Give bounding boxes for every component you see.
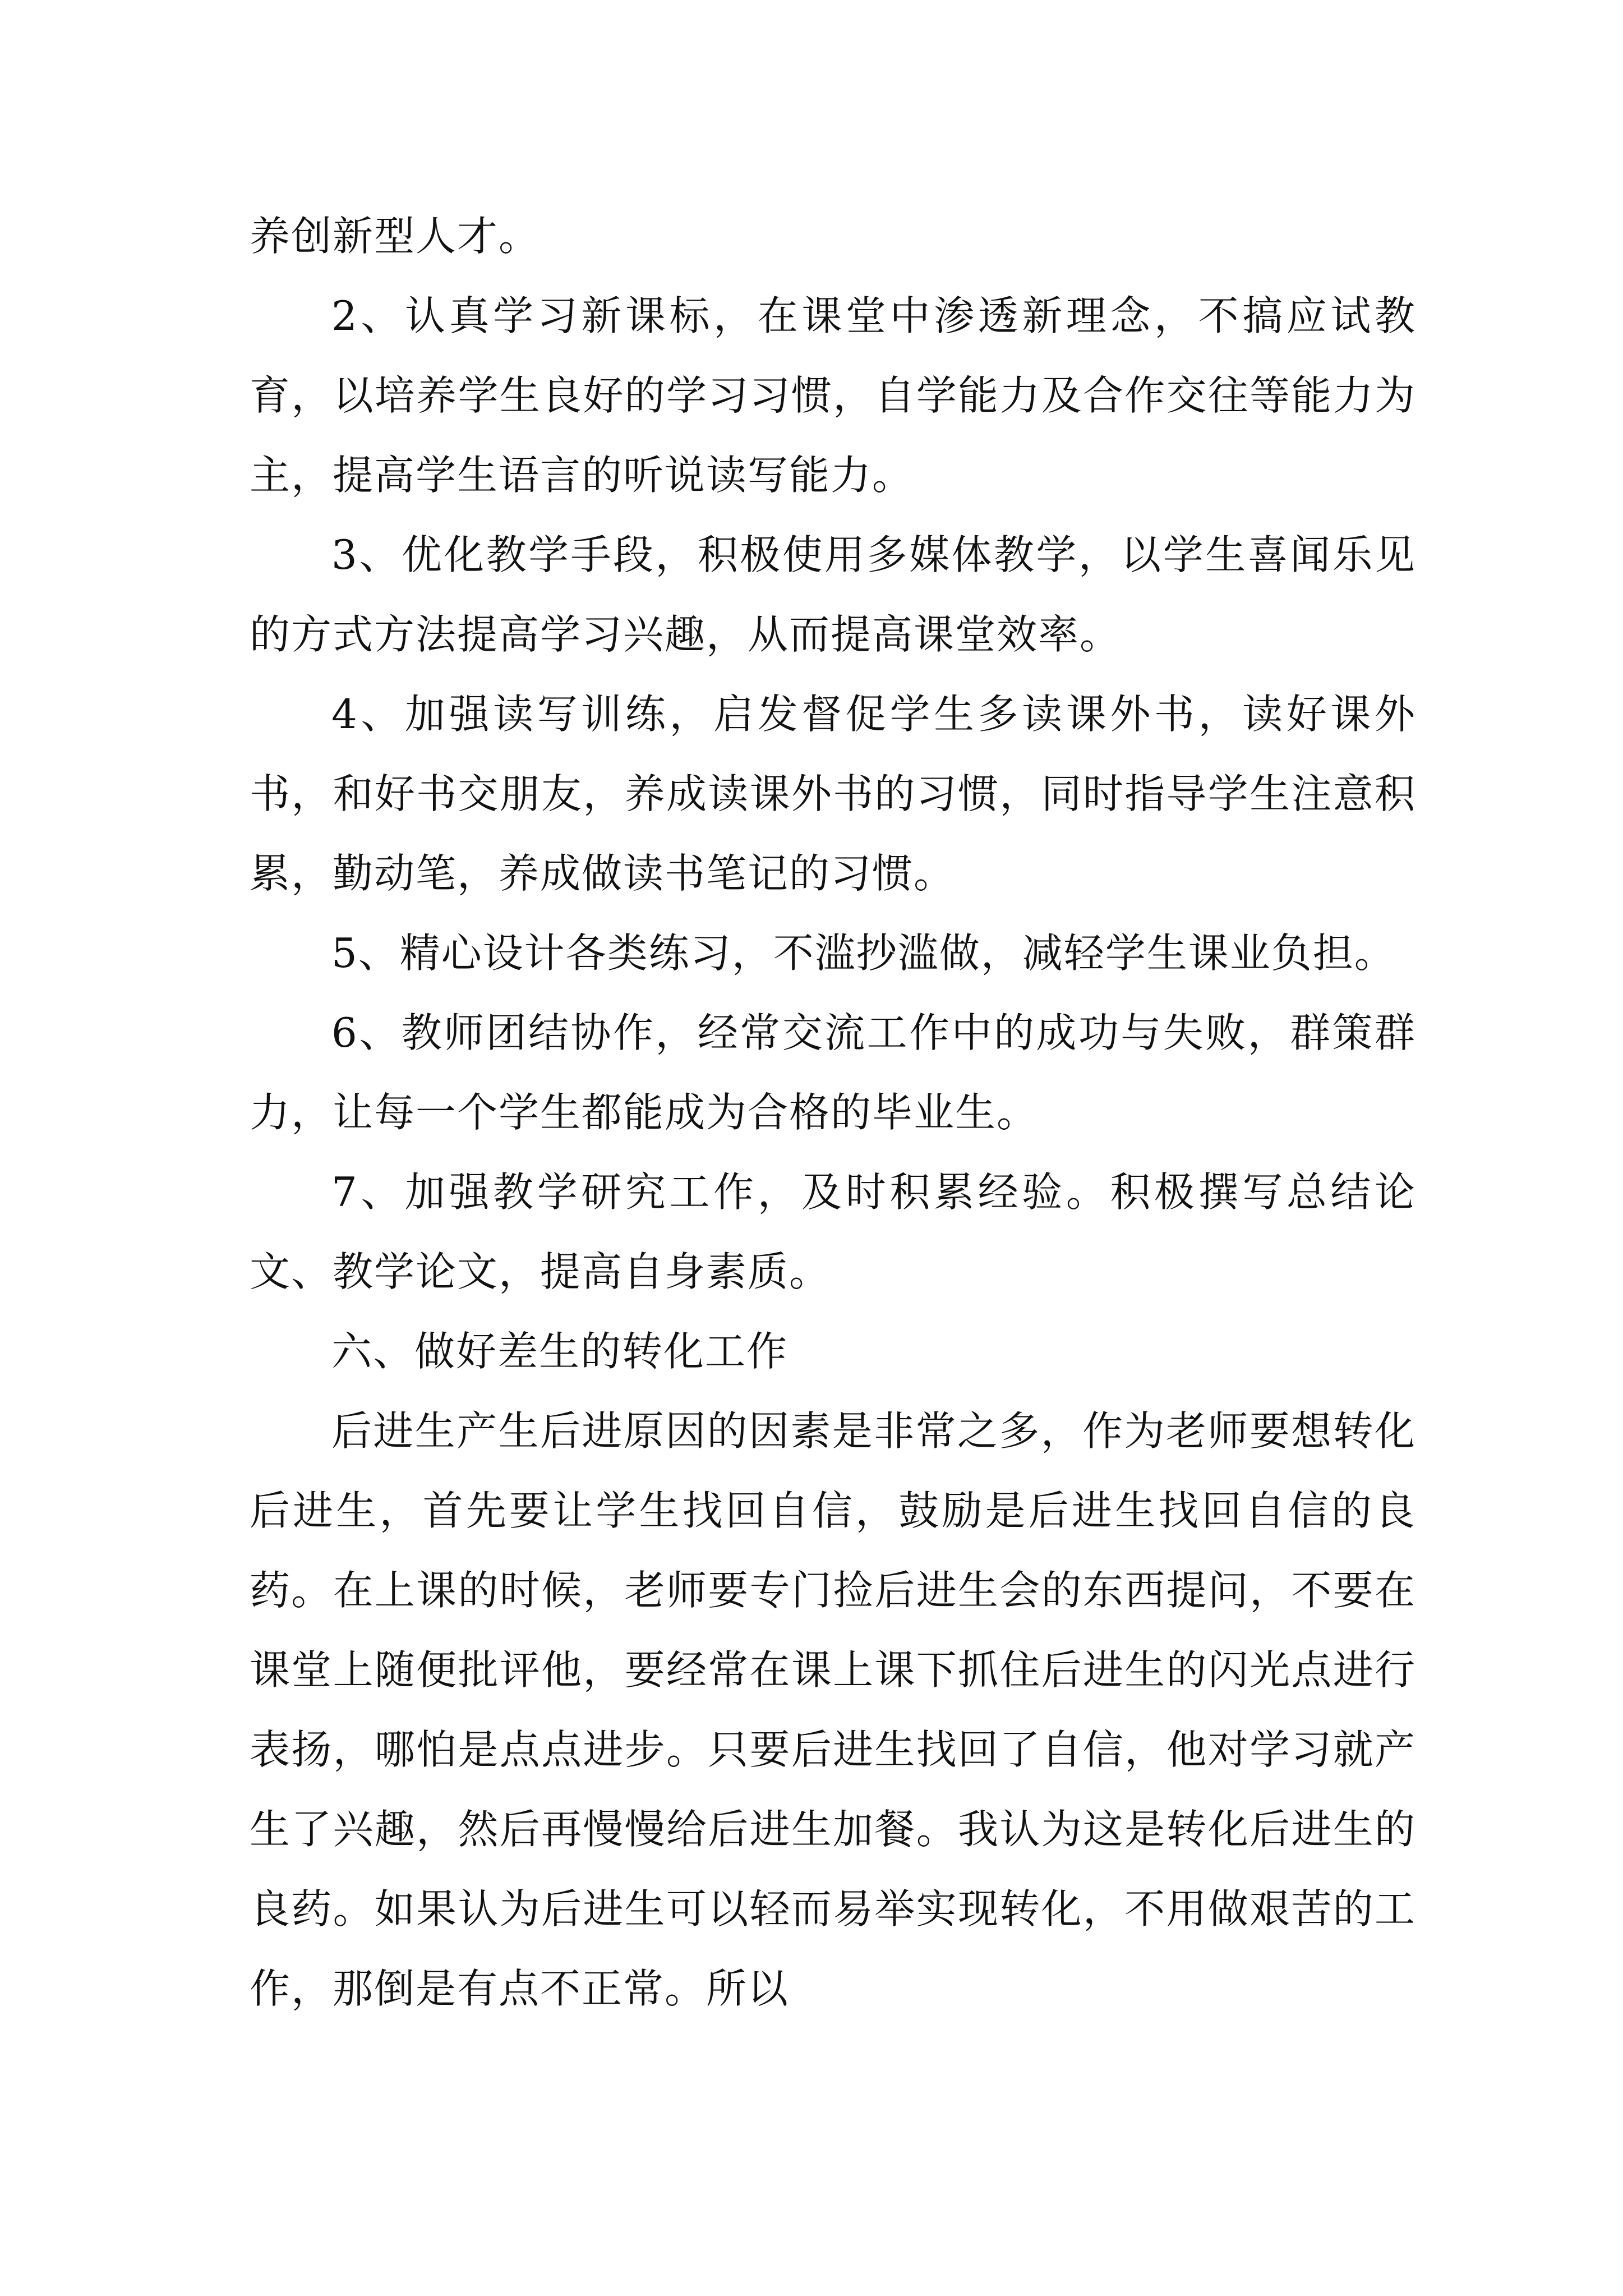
section-heading: 六、做好差生的转化工作 bbox=[331, 1328, 789, 1375]
paragraph-continuation: 养创新型人才。 bbox=[250, 213, 541, 260]
paragraph-item-5: 5、精心设计各类练习，不滥抄滥做，减轻学生课业负担。 bbox=[331, 930, 1396, 977]
paragraph-item-7: 7、加强教学研究工作，及时积累经验。积极撰写总结论文、教学论文，提高自身素质。 bbox=[250, 1168, 1416, 1295]
paragraph-item-2: 2、认真学习新课标，在课堂中渗透新理念，不搞应试教育，以培养学生良好的学习习惯，自学能力及合作交往等能力为主，提高学生语言的听说读写能力。 bbox=[250, 292, 1416, 499]
paragraph-body: 后进生产生后进原因的因素是非常之多，作为老师要想转化后进生，首先要让学生找回自信，鼓励是后进生找回自信的良药。在上课的时候，老师要专门捡后进生会的东西提问，不要在课堂上随便批评他，要经常在课上课下抓住后进生的闪光点进行表扬，哪怕是点点进步。只要后进生找回了自信，他对学习就产生了兴趣，然后再慢慢给后进生加餐。我认为这是转化后进生的良药。如果认为后进生可以轻而易举实现转化，不用做艰苦的工作，那倒是有点不正常。所以 bbox=[250, 1407, 1416, 2012]
document-body bbox=[250, 196, 1416, 2028]
paragraph-item-6: 6、教师团结协作，经常交流工作中的成功与失败，群策群力，让每一个学生都能成为合格的毕业生。 bbox=[250, 1009, 1416, 1136]
paragraph-item-3: 3、优化教学手段，积极使用多媒体教学，以学生喜闻乐见的方式方法提高学习兴趣，从而提高课堂效率。 bbox=[250, 531, 1416, 658]
paragraph-item-4: 4、加强读写训练，启发督促学生多读课外书，读好课外书，和好书交朋友，养成读课外书的习惯，同时指导学生注意积累，勤动笔，养成做读书笔记的习惯。 bbox=[250, 691, 1416, 897]
